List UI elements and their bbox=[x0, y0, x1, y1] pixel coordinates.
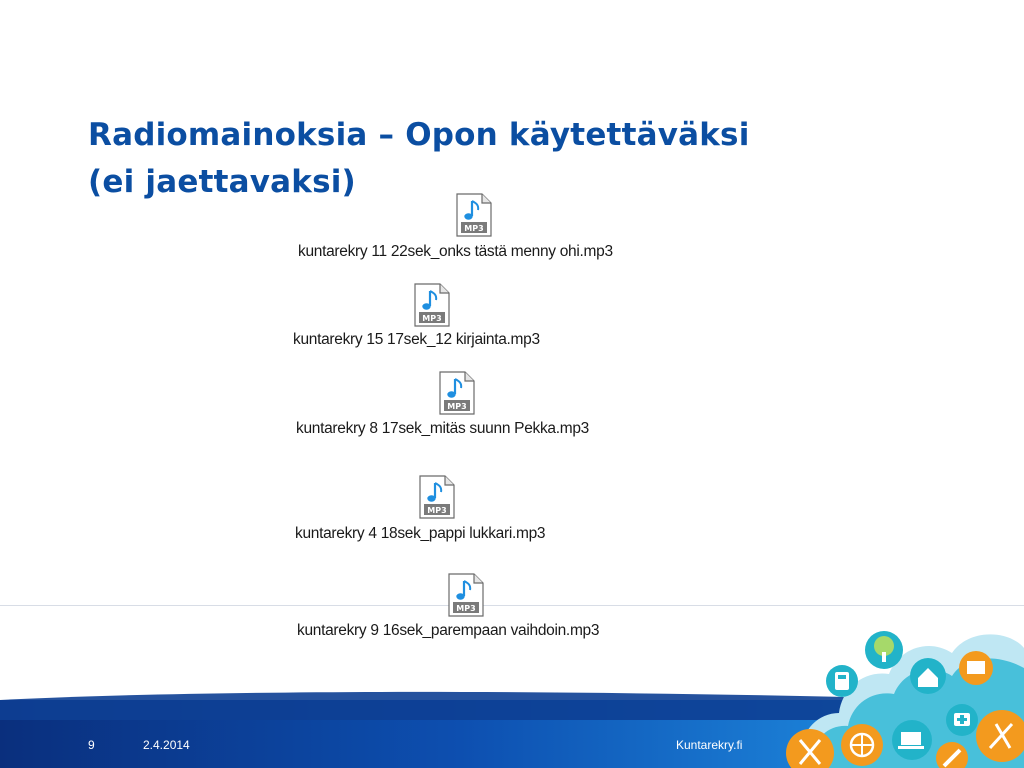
mp3-file-icon bbox=[413, 283, 451, 327]
mp3-badge-text: MP3 bbox=[447, 402, 467, 411]
mp3-file-name: kuntarekry 15 17sek_12 kirjainta.mp3 bbox=[293, 331, 540, 348]
mp3-file-icon bbox=[438, 371, 476, 415]
slide-title-line-1: Radiomainoksia – Opon käytettäväksi bbox=[88, 117, 750, 153]
page-number: 9 bbox=[88, 738, 95, 752]
mp3-file-icon bbox=[455, 193, 493, 237]
kuntarekry-logo-graphic bbox=[784, 608, 1024, 768]
mp3-file-icon bbox=[447, 573, 485, 617]
mp3-file-name: kuntarekry 8 17sek_mitäs suunn Pekka.mp3 bbox=[296, 420, 589, 437]
mp3-file-icon bbox=[418, 475, 456, 519]
mp3-badge-text: MP3 bbox=[456, 604, 476, 613]
slide-title-line-2: (ei jaettavaksi) bbox=[88, 164, 356, 200]
mp3-badge-text: MP3 bbox=[464, 224, 484, 233]
mp3-file-name: kuntarekry 11 22sek_onks tästä menny ohi.mp3 bbox=[298, 243, 613, 260]
mp3-file-name: kuntarekry 9 16sek_parempaan vaihdoin.mp3 bbox=[297, 622, 600, 639]
mp3-badge-text: MP3 bbox=[427, 506, 447, 515]
mp3-file-name: kuntarekry 4 18sek_pappi lukkari.mp3 bbox=[295, 525, 546, 542]
mp3-badge-text: MP3 bbox=[422, 314, 442, 323]
slide-title bbox=[88, 112, 888, 206]
website-link[interactable]: Kuntarekry.fi bbox=[676, 738, 743, 752]
slide-date: 2.4.2014 bbox=[143, 738, 190, 752]
